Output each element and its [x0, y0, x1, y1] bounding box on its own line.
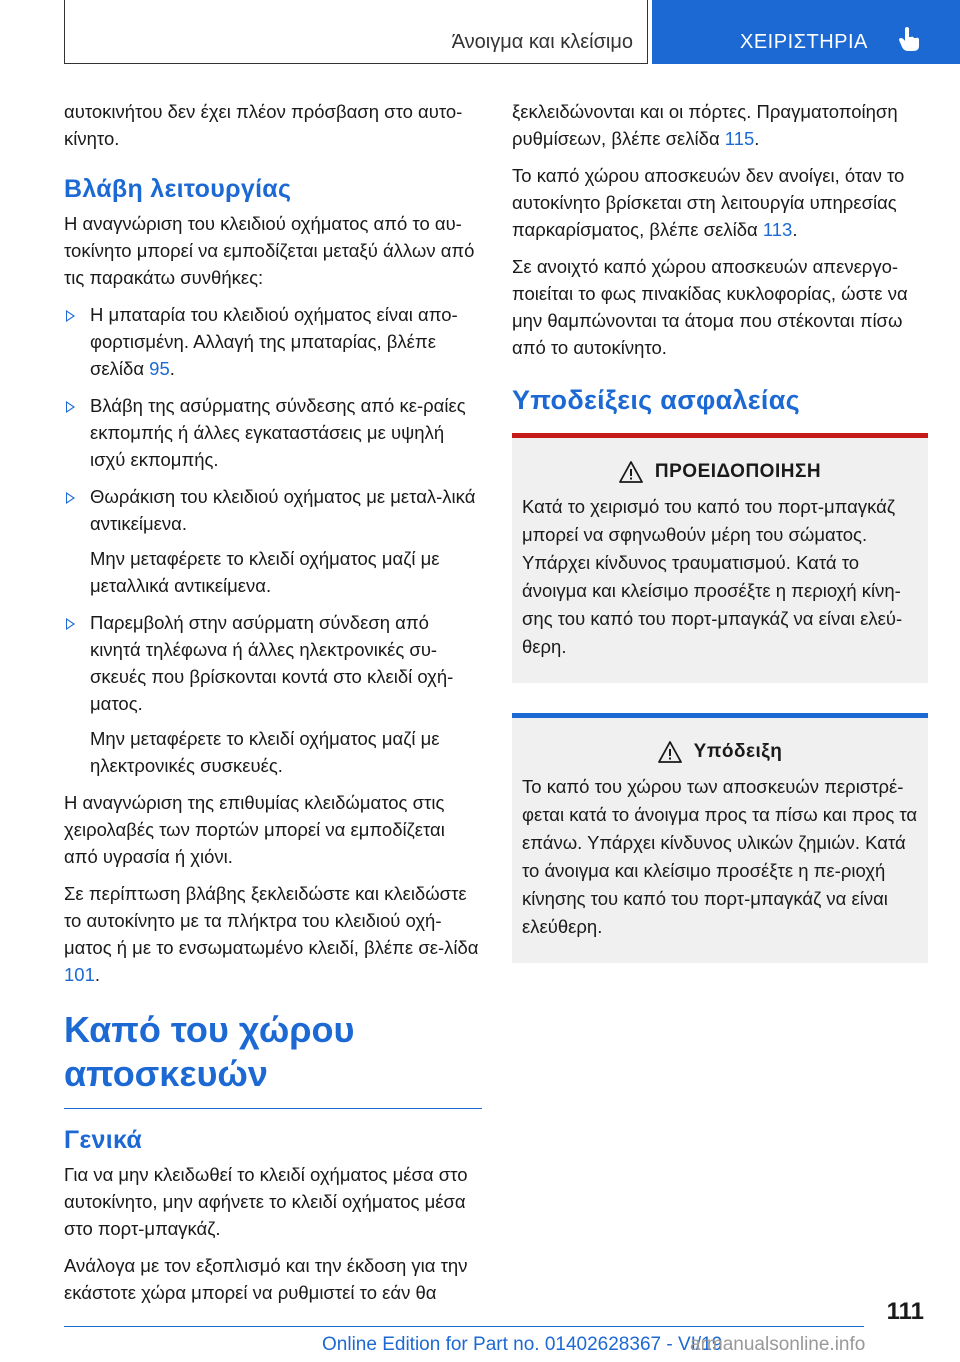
general-paragraph: Για να μην κλειδωθεί το κλειδί οχήματος μέσα στο αυτοκίνητο, μην αφήνετε το κλειδί οχήματος μέσα στο πορτ-μπαγκάζ.	[64, 1164, 468, 1239]
list-item: Παρεμβολή στην ασύρματη σύνδεση από κινητά τηλέφωνα ή άλλες ηλεκτρονικές συ-σκευές που βρίσκονται κοντά στο κλειδί οχή-ματος. Μην μεταφέρετε το κλειδί οχήματος μαζί με ηλεκτρονικές συσκευές.	[64, 609, 482, 779]
list-item: Η μπαταρία του κλειδιού οχήματος είναι απο-φορτισμένη. Αλλαγή της μπαταρίας, βλέπε σελίδα 95.	[64, 301, 482, 382]
warning-triangle-icon	[658, 741, 682, 763]
warning-box	[512, 433, 928, 683]
condition-list	[64, 301, 482, 779]
humidity-paragraph: Η αναγνώριση της επιθυμίας κλειδώματος στις χειρολαβές των πορτών μπορεί να εμποδίζεται από υγρασία ή χιόνι.	[64, 792, 445, 867]
warning-text: Κατά το χειρισμό του καπό του πορτ-μπαγκάζ μπορεί να σφηνωθούν μέρη του σώματος. Υπάρχει κίνδυνος τραυματισμού. Κατά το άνοιγμα και κλείσιμο προσέξτε η περιοχή κίνη-σης του καπό του πορτ-μπαγκάζ να είναι ελεύ-θερη.	[522, 496, 903, 657]
watermark: armanualsonline.info	[690, 1334, 866, 1355]
settings-paragraph: ξεκλειδώνονται και οι πόρτες. Πραγματοποίηση ρυθμίσεων, βλέπε σελίδα 115.	[512, 101, 898, 149]
heading-divider	[64, 1108, 482, 1109]
triangle-bullet-icon	[66, 618, 75, 630]
page-link[interactable]: 113	[762, 219, 793, 240]
license-light-paragraph: Σε ανοιχτό καπό χώρου αποσκευών απενεργο-ποιείται το φως πινακίδας κυκλοφορίας, ώστε να μην θαμπώνονται τα άτομα που στέκονται πίσω από το αυτοκίνητο.	[512, 256, 908, 358]
general-heading: Γενικά	[64, 1126, 143, 1154]
warning-triangle-icon	[619, 461, 643, 483]
list-item-advice: Μην μεταφέρετε το κλειδί οχήματος μαζί με μεταλλικά αντικείμενα.	[90, 548, 440, 596]
valet-paragraph: Το καπό χώρου αποσκευών δεν ανοίγει, όταν το αυτοκίνητο βρίσκεται στη λειτουργία υπηρεσίας παρκαρίσματος, βλέπε σελίδα 113.	[512, 165, 905, 240]
list-item: Θωράκιση του κλειδιού οχήματος με μεταλ-λικά αντικείμενα. Μην μεταφέρετε το κλειδί οχήματος μαζί με μεταλλικά αντικείμενα.	[64, 483, 482, 599]
triangle-bullet-icon	[66, 310, 75, 322]
malfunction-case-paragraph: Σε περίπτωση βλάβης ξεκλειδώστε και κλειδώστε το αυτοκίνητο με τα πλήκτρα του κλειδιού οχή-ματος ή με το ενσωματωμένο κλειδί, βλέπε σε-λίδα 101.	[64, 883, 479, 985]
list-item: Βλάβη της ασύρματης σύνδεσης από κε-ραίες εκπομπής ή άλλες εγκαταστάσεις με υψηλή ισχύ εκπομπής.	[64, 392, 482, 473]
left-column	[64, 98, 482, 1316]
malfunction-intro: Η αναγνώριση του κλειδιού οχήματος από το αυ-τοκίνητο μπορεί να εμποδίζεται μεταξύ άλλων από τις παρακάτω συνθήκες:	[64, 213, 475, 288]
warning-title: ΠΡΟΕΙΔΟΠΟΙΗΣΗ	[654, 461, 822, 482]
safety-heading: Υποδείξεις ασφαλείας	[512, 385, 800, 415]
malfunction-heading: Βλάβη λειτουργίας	[64, 175, 292, 203]
intro-paragraph: αυτοκινήτου δεν έχει πλέον πρόσβαση στο αυτο-κίνητο.	[64, 101, 463, 149]
footer-divider	[64, 1326, 864, 1327]
triangle-bullet-icon	[66, 401, 75, 413]
edition-label: Online Edition for Part no. 01402628367 - VI/19	[322, 1334, 723, 1355]
section-title: Άνοιγμα και κλείσιμο	[64, 0, 648, 64]
page-link[interactable]: 115	[724, 128, 755, 149]
page-link[interactable]: 101	[64, 964, 95, 985]
triangle-bullet-icon	[66, 492, 75, 504]
page-header	[0, 0, 960, 66]
page-link[interactable]: 95	[149, 358, 170, 379]
trunk-heading: Καπό του χώρου αποσκευών	[64, 1009, 355, 1094]
general-paragraph: Ανάλογα με τον εξοπλισμό και την έκδοση για την εκάστοτε χώρα μπορεί να ρυθμιστεί το εάν θα	[64, 1255, 468, 1303]
right-column	[512, 98, 928, 963]
notice-text: Το καπό του χώρου των αποσκευών περιστρέ-φεται κατά το άνοιγμα προς τα πίσω και προς τα επάνω. Υπάρχει κίνδυνος υλικών ζημιών. Κατά το άνοιγμα και κλείσιμο προσέξτε η πε-ριοχή κίνησης του καπό του πορτ-μπαγκάζ να είναι ελεύθερη.	[522, 776, 918, 937]
list-item-advice: Μην μεταφέρετε το κλειδί οχήματος μαζί με ηλεκτρονικές συσκευές.	[90, 728, 440, 776]
hand-pointer-icon	[898, 26, 922, 52]
notice-box	[512, 713, 928, 963]
page-number: 111	[886, 1298, 924, 1325]
notice-title: Υπόδειξη	[693, 741, 783, 762]
chapter-title: ΧΕΙΡΙΣΤΗΡΙΑ	[740, 31, 868, 53]
